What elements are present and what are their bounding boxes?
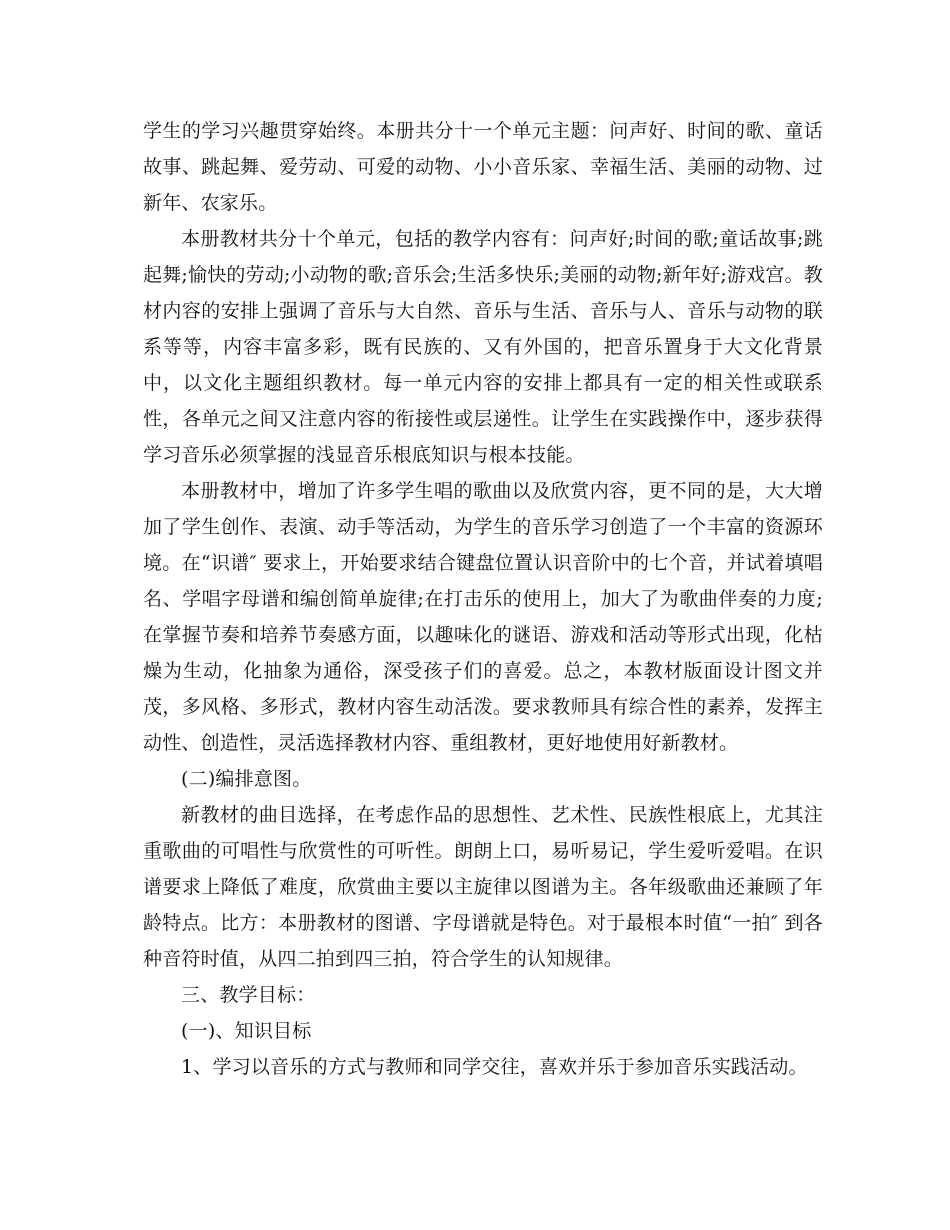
- section-heading-arrangement: (二)编排意图。: [181, 768, 312, 790]
- list-item-1: 1、学习以音乐的方式与教师和同学交往，喜欢并乐于参加音乐实践活动。: [181, 1056, 808, 1078]
- paragraph-3: 本册教材中，增加了许多学生唱的歌曲以及欣赏内容，更不同的是，大大增加了学生创作、表演、动手等活动，为学生的音乐学习创造了一个丰富的资源环境。在“识谱″ 要求上，开始要求结合键盘位置认识音阶中的七个音，并试着填唱名、学唱字母谱和编创简单旋律;在打击乐的使用上，加大了为歌曲伴奏的力度;在掌握节奏和培养节奏感方面，以趣味化的谜语、游戏和活动等形式出现，化枯燥为生动，化抽象为通俗，深受孩子们的喜爱。总之，本教材版面设计图文并茂，多风格、多形式，教材内容生动活泼。要求教师具有综合性的素养，发挥主动性、创造性，灵活选择教材内容、重组教材，更好地使用好新教材。: [143, 480, 823, 754]
- paragraph-4: 新教材的曲目选择，在考虑作品的思想性、艺术性、民族性根底上，尤其注重歌曲的可唱性与欣赏性的可听性。朗朗上口，易听易记，学生爱听爱唱。在识谱要求上降低了难度，欣赏曲主要以主旋律以图谱为主。各年级歌曲还兼顾了年龄特点。比方：本册教材的图谱、字母谱就是特色。对于最根本时值“一拍″ 到各种音符时值，从四二拍到四三拍，符合学生的认知规律。: [143, 804, 823, 970]
- document-body: [143, 113, 823, 1085]
- paragraph-2: 本册教材共分十个单元，包括的教学内容有：问声好;时间的歌;童话故事;跳起舞;愉快的劳动;小动物的歌;音乐会;生活多快乐;美丽的动物;新年好;游戏宫。教材内容的安排上强调了音乐与大自然、音乐与生活、音乐与人、音乐与动物的联系等等，内容丰富多彩，既有民族的、又有外国的，把音乐置身于大文化背景中，以文化主题组织教材。每一单元内容的安排上都具有一定的相关性或联系性，各单元之间又注意内容的衔接性或层递性。让学生在实践操作中，逐步获得学习音乐必须掌握的浅显音乐根底知识与根本技能。: [143, 228, 823, 466]
- subheading-knowledge-goals: (一)、知识目标: [181, 1020, 312, 1042]
- paragraph-1: 学生的学习兴趣贯穿始终。本册共分十一个单元主题：问声好、时间的歌、童话故事、跳起舞、爱劳动、可爱的动物、小小音乐家、幸福生活、美丽的动物、过新年、农家乐。: [143, 120, 823, 214]
- section-heading-objectives: 三、教学目标：: [181, 984, 316, 1006]
